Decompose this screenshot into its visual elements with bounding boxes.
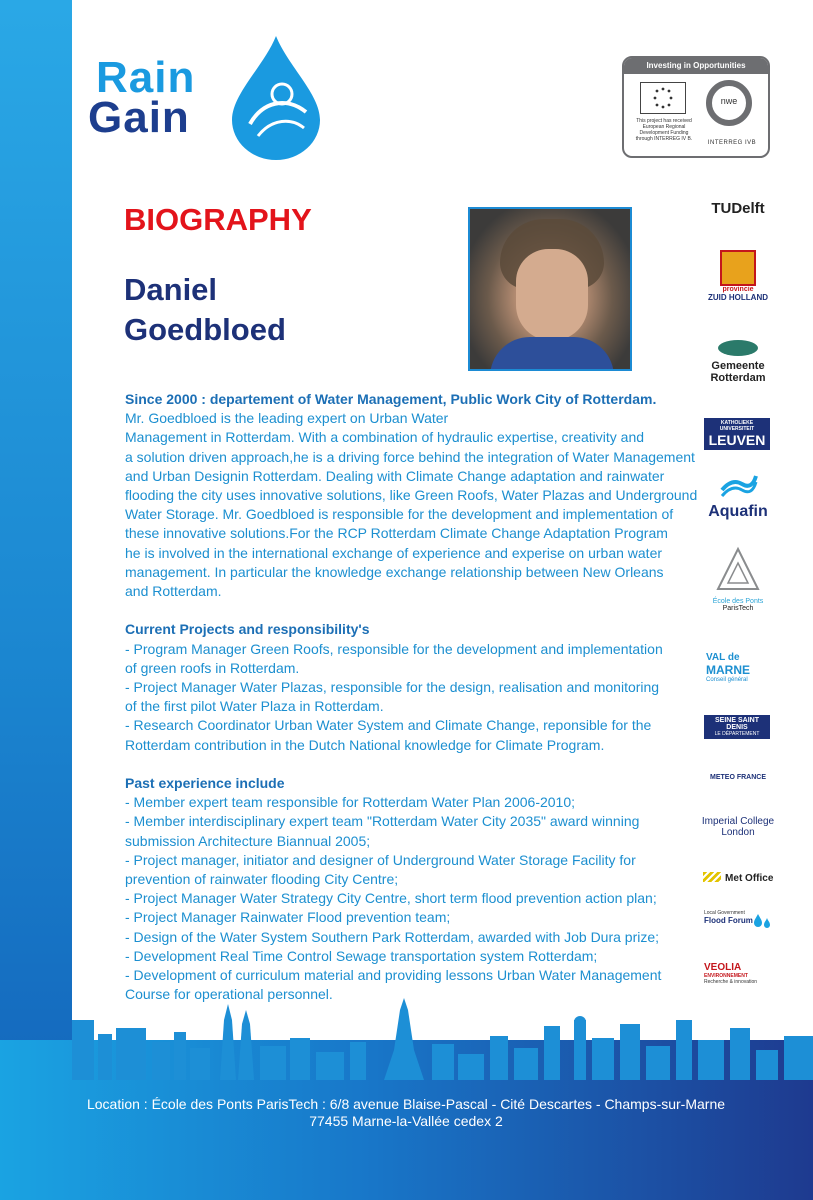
val-de-marne-logo: VAL de MARNE Conseil général: [706, 652, 750, 683]
seine-saint-denis-logo: SEINE SAINT DENIS LE DÉPARTEMENT: [704, 715, 770, 739]
portrait-photo: [468, 207, 632, 371]
projects-line: of the first pilot Water Plaza in Rotterdam.: [125, 698, 384, 715]
person-name: [124, 270, 454, 350]
intro-heading: Since 2000 : departement of Water Management, Public Work City of Rotterdam.: [125, 391, 657, 407]
past-line: - Development Real Time Control Sewage transportation system Rotterdam;: [125, 947, 598, 964]
interreg-top-text: Investing in Opportunities: [624, 58, 768, 74]
person-first-name: Daniel: [124, 272, 218, 307]
past-line: - Design of the Water System Southern Park Rotterdam, awarded with Job Dura prize;: [125, 928, 660, 945]
raingain-logo: [88, 32, 328, 162]
projects-line: of green roofs in Rotterdam.: [125, 659, 300, 676]
past-line: - Project manager, initiator and designer of Underground Water Storage Facility for: [125, 851, 636, 868]
projects-heading: Current Projects and responsibility's: [125, 621, 370, 638]
interreg-badge: [622, 56, 770, 158]
zuid-holland-logo: provincie ZUID HOLLAND: [700, 250, 776, 302]
past-line: prevention of rainwater flooding City Centre;: [125, 871, 399, 888]
past-line: - Member expert team responsible for Rotterdam Water Plan 2006-2010;: [125, 794, 576, 811]
logo-word-rain: Rain: [96, 53, 196, 102]
past-heading: Past experience include: [125, 775, 285, 792]
zuid-holland-crest-icon: [720, 250, 756, 286]
droplets-icon: [752, 910, 772, 930]
projects-line: Rotterdam contribution in the Dutch National knowledge for Climate Program.: [125, 736, 605, 753]
ponts-triangle-icon: [714, 545, 762, 593]
raindrop-icon: [228, 32, 324, 160]
intro-line: and Rotterdam.: [125, 583, 222, 600]
eu-flag-icon: [640, 82, 686, 114]
past-line: - Project Manager Water Strategy City Centre, short term flood prevention action plan;: [125, 890, 657, 907]
met-office-logo: Met Office: [700, 868, 776, 886]
past-line: - Member interdisciplinary expert team "Rotterdam Water City 2035" award winning: [125, 813, 640, 830]
footer-location: [72, 1096, 740, 1130]
left-blue-band: [0, 0, 72, 1200]
person-last-name: Goedbloed: [124, 312, 286, 347]
projects-line: - Research Coordinator Urban Water System and Climate Change, reponsible for the: [125, 717, 652, 734]
intro-line: a solution driven approach,he is a driving force behind the integration of Water Management: [125, 448, 695, 465]
intro-line: and Urban Designin Rotterdam. Dealing with Climate Change adaptation and rainwater: [125, 467, 665, 484]
intro-line: Water Storage. Mr. Goedbloed is responsible for the development and implementation of: [125, 506, 674, 523]
intro-line: Mr. Goedbloed is the leading expert on Urban Water: [125, 410, 449, 427]
footer-address-line2: 77455 Marne-la-Vallée cedex 2: [309, 1113, 503, 1129]
aquafin-logo: Aquafin: [700, 470, 776, 521]
footer-address-line1: Location : École des Ponts ParisTech : 6/8 avenue Blaise-Pascal - Cité Descartes - Champs-sur-Marne: [86, 1096, 726, 1112]
logo-word-gain: Gain: [88, 93, 190, 142]
ecole-des-ponts-logo: École des Ponts ParisTech: [700, 545, 776, 612]
projects-line: - Program Manager Green Roofs, responsible for the development and implementation: [125, 640, 663, 657]
intro-line: these innovative solutions.For the RCP Rotterdam Climate Change Adaptation Program: [125, 525, 668, 542]
imperial-college-logo: Imperial College London: [701, 816, 775, 838]
past-line: - Project Manager Rainwater Flood prevention team;: [125, 909, 451, 926]
aquafin-wave-icon: [718, 470, 758, 498]
intro-line: flooding the city uses innovative solutions, like Green Roofs, Water Plazas and Underground: [125, 487, 698, 504]
intro-line: he is involved in the international exchange of experience and experise on urban water: [125, 544, 663, 561]
gemeente-rotterdam-logo: Gemeente Rotterdam: [700, 340, 776, 384]
past-line: Course for operational personnel.: [125, 986, 333, 1003]
intro-line: Management in Rotterdam. With a combination of hydraulic expertise, creativity and: [125, 429, 645, 446]
met-office-stripes-icon: [703, 872, 721, 882]
projects-line: - Project Manager Water Plazas, responsible for the design, realisation and monitoring: [125, 679, 660, 696]
past-line: - Development of curriculum material and providing lessons Urban Water Management: [125, 967, 662, 984]
meteo-france-logo: METEO FRANCE: [710, 774, 766, 781]
flood-forum-logo: Local Government Flood Forum: [704, 910, 780, 925]
interreg-ivb-label: INTERREG IVB: [707, 140, 757, 146]
biography-body: [125, 390, 698, 1004]
ku-leuven-logo: KATHOLIEKE UNIVERSITEIT LEUVEN: [704, 418, 770, 450]
nwe-label: nwe: [720, 96, 738, 106]
veolia-logo: VEOLIA ENVIRONNEMENT Recherche & innovation: [704, 962, 758, 985]
page-title: BIOGRAPHY: [124, 202, 312, 237]
eu-funding-text: This project has received European Regional Development Funding through INTERREG IV B.: [635, 118, 693, 142]
intro-line: management. In particular the knowledge exchange relationship between New Orleans: [125, 563, 664, 580]
past-line: submission Architecture Biannual 2005;: [125, 832, 371, 849]
tudelft-logo: TUDelft: [711, 200, 765, 217]
gemeente-lion-icon: [718, 340, 758, 356]
